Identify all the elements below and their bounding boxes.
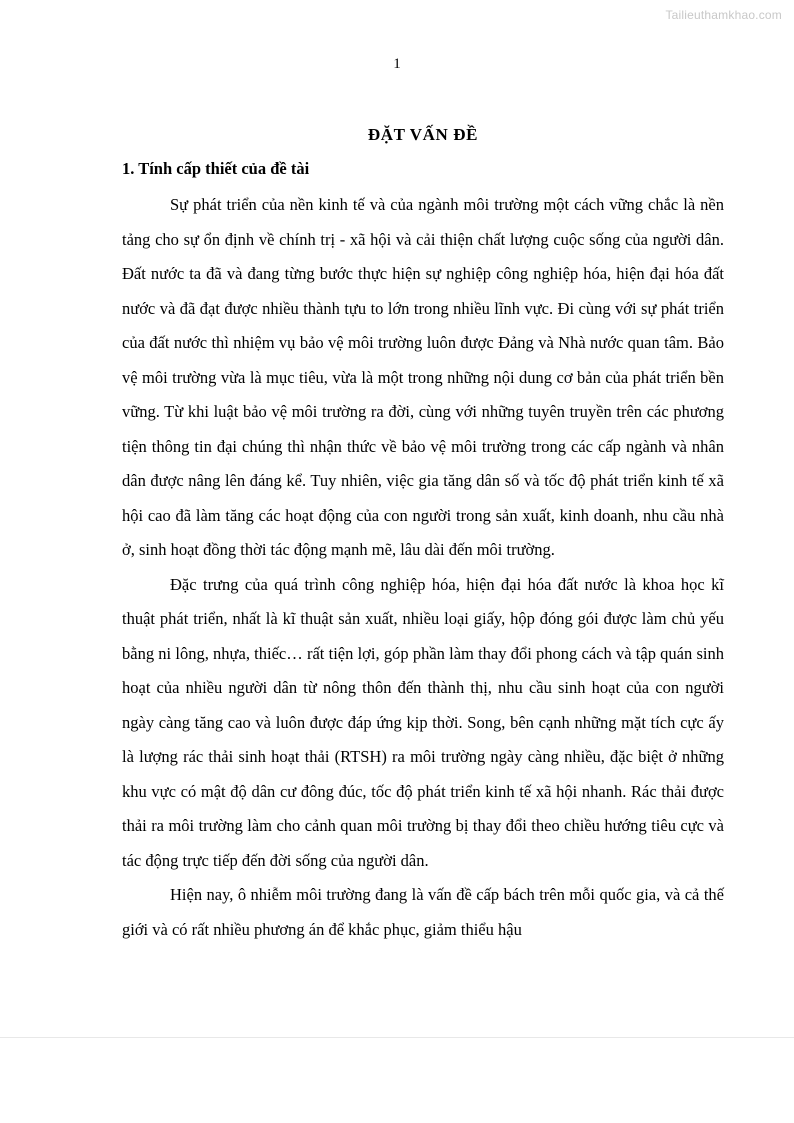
page-bottom-divider	[0, 1037, 794, 1038]
page-content	[122, 125, 724, 947]
body-paragraph: Sự phát triển của nền kinh tế và của ngành môi trường một cách vững chắc là nền tảng cho sự ổn định về chính trị - xã hội và cải thiện chất lượng cuộc sống của người dân. Đất nước ta đã và đang từng bước thực hiện sự nghiệp công nghiệp hóa, hiện đại hóa đất nước và đã đạt được nhiều thành tựu to lớn trong nhiều lĩnh vực. Đi cùng với sự phát triển của đất nước thì nhiệm vụ bảo vệ môi trường luôn được Đảng và Nhà nước quan tâm. Bảo vệ môi trường vừa là mục tiêu, vừa là một trong những nội dung cơ bản của phát triển bền vững. Từ khi luật bảo vệ môi trường ra đời, cùng với những tuyên truyền trên các phương tiện thông tin đại chúng thì nhận thức về bảo vệ môi trường trong các cấp ngành và nhân dân được nâng lên đáng kể. Tuy nhiên, việc gia tăng dân số và tốc độ phát triển kinh tế xã hội cao đã làm tăng các hoạt động của con người trong sản xuất, kinh doanh, nhu cầu nhà ở, sinh hoạt đồng thời tác động mạnh mẽ, lâu dài đến môi trường.	[122, 195, 724, 559]
section-heading: 1. Tính cấp thiết của đề tài	[122, 159, 310, 178]
body-paragraph: Đặc trưng của quá trình công nghiệp hóa, hiện đại hóa đất nước là khoa học kĩ thuật phát triển, nhất là kĩ thuật sản xuất, nhiều loại giấy, hộp đóng gói được làm chủ yếu bằng ni lông, nhựa, thiếc… rất tiện lợi, góp phần làm thay đổi phong cách và tập quán sinh hoạt của nhiều người dân từ nông thôn đến thành thị, nhu cầu sinh hoạt của con người ngày càng tăng cao và luôn được đáp ứng kịp thời. Song, bên cạnh những mặt tích cực ấy là lượng rác thải sinh hoạt thải (RTSH) ra môi trường ngày càng nhiều, đặc biệt ở những khu vực có mật độ dân cư đông đúc, tốc độ phát triển kinh tế xã hội nhanh. Rác thải được thải ra môi trường làm cho cảnh quan môi trường bị thay đổi theo chiều hướng tiêu cực và tác động trực tiếp đến đời sống của người dân.	[122, 574, 724, 870]
body-paragraph: Hiện nay, ô nhiễm môi trường đang là vấn đề cấp bách trên mỗi quốc gia, và cả thế giới và có rất nhiều phương án để khắc phục, giảm thiểu hậu	[122, 885, 724, 939]
watermark-text: Tailieuthamkhao.com	[665, 8, 782, 22]
page-number: 1	[393, 56, 401, 72]
page-title: ĐẶT VẤN ĐỀ	[367, 125, 479, 144]
